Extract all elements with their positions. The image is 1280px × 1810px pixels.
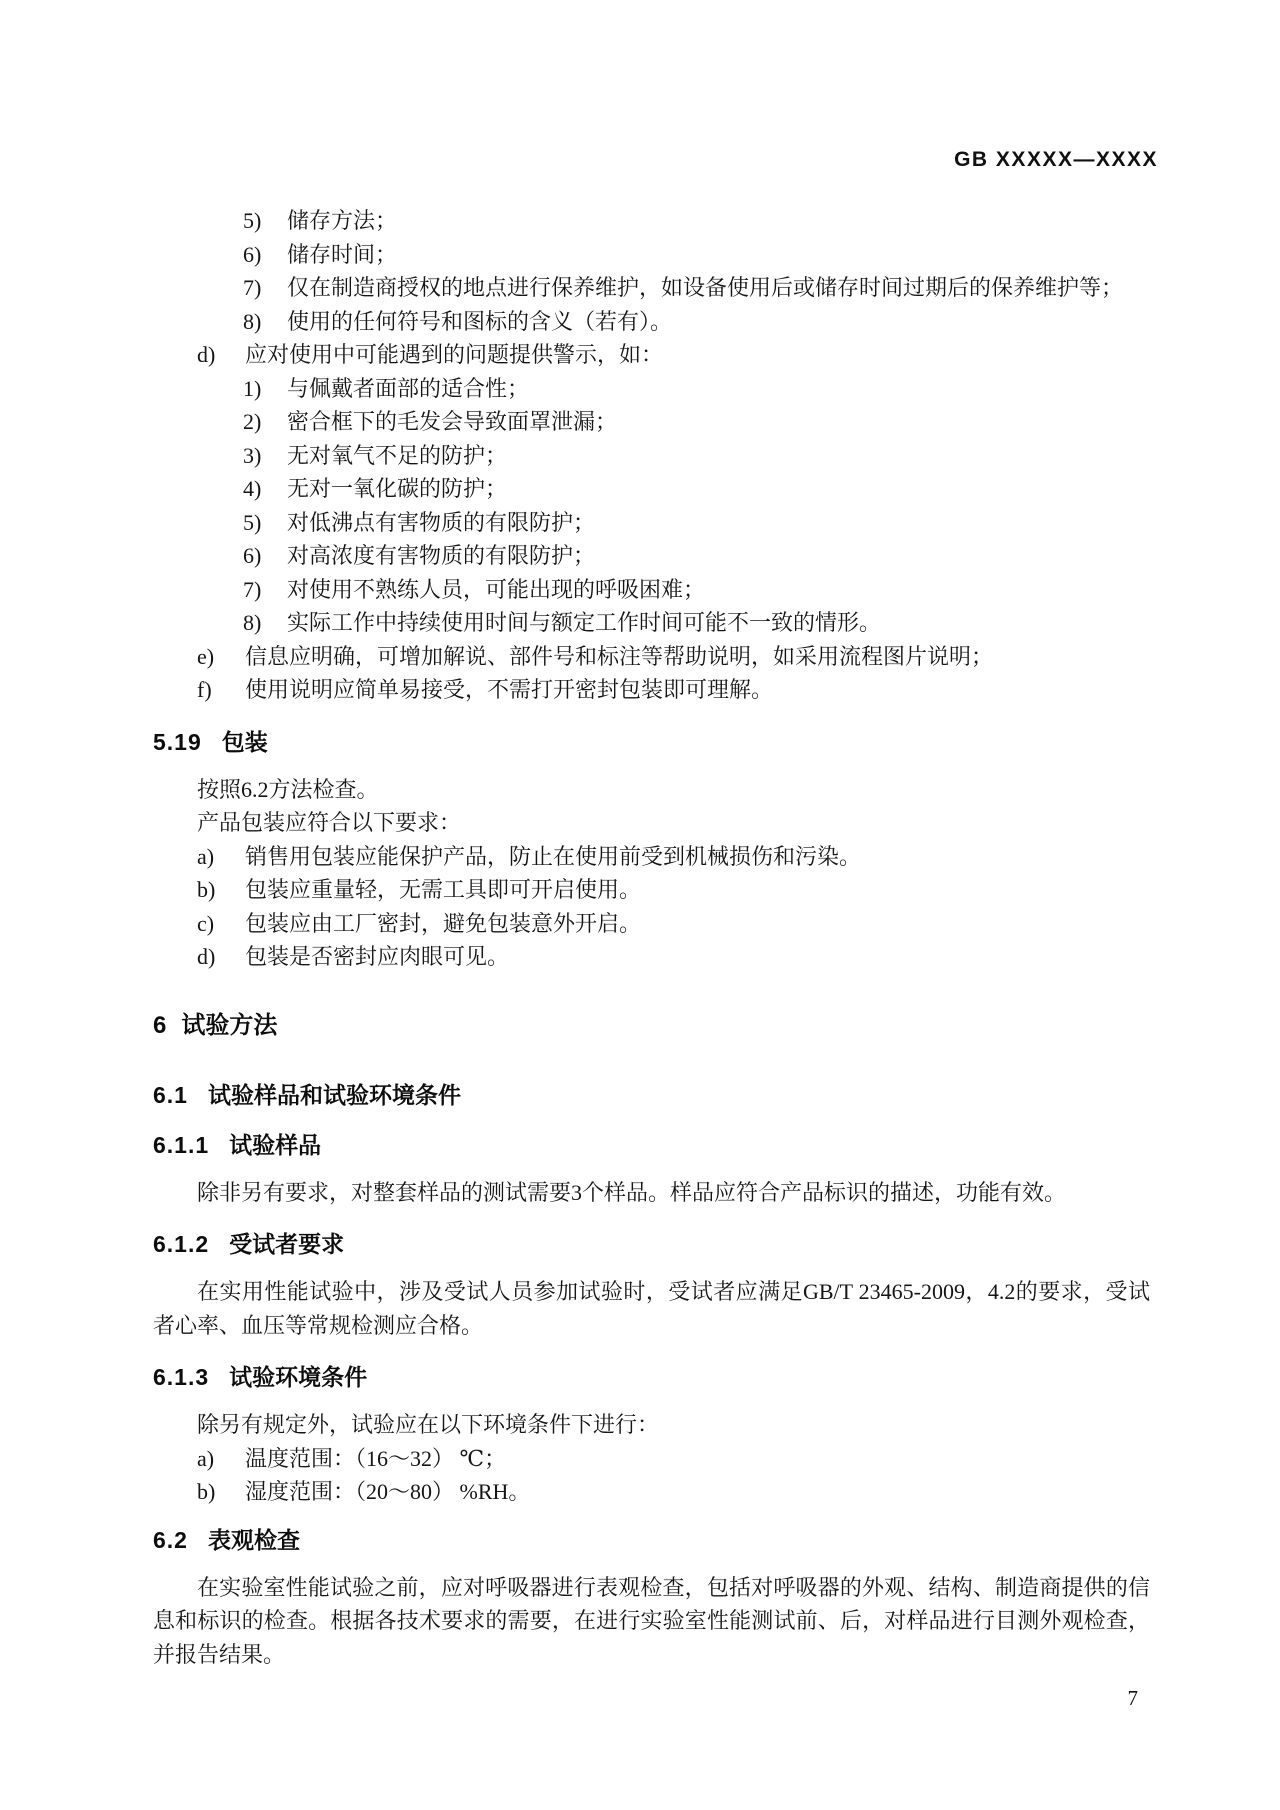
section-heading <box>153 1130 1150 1160</box>
running-header-doc-code: GB XXXXX—XXXX <box>954 148 1158 171</box>
document-body <box>153 204 1150 1671</box>
list-item-marker: d) <box>197 944 216 969</box>
list-item <box>153 539 1150 573</box>
list-item <box>153 372 1150 406</box>
list-item-marker: 8) <box>243 610 262 635</box>
list-item-text: 与佩戴者面部的适合性； <box>287 375 530 401</box>
list-item-text: 储存时间； <box>287 241 398 267</box>
heading-title: 表观检查 <box>207 1526 300 1553</box>
list-item <box>153 439 1150 473</box>
list-item <box>153 873 1150 907</box>
section-heading <box>153 1362 1150 1392</box>
list-item-text: 对高浓度有害物质的有限防护； <box>287 543 596 568</box>
list-item-marker: 5) <box>243 509 262 535</box>
heading-number: 5.19 <box>153 728 202 755</box>
page-number: 7 <box>1127 1686 1138 1710</box>
list-item <box>153 472 1150 506</box>
heading-title: 试验样品和试验环境条件 <box>207 1081 461 1108</box>
heading-title: 受试者要求 <box>229 1231 345 1257</box>
heading-number: 6.1.2 <box>153 1231 210 1257</box>
list-item-text: 无对氧气不足的防护； <box>287 442 508 468</box>
list-item-text: 应对使用中可能遇到的问题提供警示，如： <box>245 342 664 367</box>
heading-number: 6.2 <box>153 1526 188 1553</box>
list-item-text: 销售用包装应能保护产品，防止在使用前受到机械损伤和污染。 <box>245 843 862 869</box>
paragraph: 除另有规定外，试验应在以下环境条件下进行： <box>197 1412 660 1437</box>
list-item-text: 对低沸点有害物质的有限防护； <box>287 509 596 535</box>
list-item <box>153 238 1150 272</box>
list-item-marker: 3) <box>243 442 262 468</box>
list-item <box>153 573 1150 607</box>
list-item-text: 仅在制造商授权的地点进行保养维护，如设备使用后或储存时间过期后的保养维护等； <box>287 275 1124 300</box>
heading-number: 6.1 <box>153 1081 188 1108</box>
list-item-text: 密合框下的毛发会导致面罩泄漏； <box>287 409 618 434</box>
heading-title: 试验样品 <box>229 1131 322 1158</box>
list-item-marker: a) <box>197 843 215 869</box>
heading-number: 6.1.3 <box>153 1364 210 1390</box>
list-item-text: 对使用不熟练人员，可能出现的呼吸困难； <box>287 576 706 602</box>
list-item <box>153 506 1150 540</box>
list-item-text: 使用说明应简单易接受，不需打开密封包装即可理解。 <box>245 677 774 702</box>
section-heading <box>153 1080 1150 1110</box>
list-item-marker: 4) <box>243 476 262 501</box>
list-item <box>153 840 1150 874</box>
list-item-marker: 1) <box>243 375 262 401</box>
list-item-text: 包装应重量轻，无需工具即可开启使用。 <box>245 877 642 902</box>
list-item <box>153 1442 1150 1476</box>
section-heading <box>153 1229 1150 1259</box>
list-item-text: 储存方法； <box>287 208 398 233</box>
section-heading <box>153 727 1150 757</box>
list-item-marker: 7) <box>243 576 262 602</box>
list-item-text: 无对一氧化碳的防护； <box>287 476 508 501</box>
section-heading <box>153 1010 1150 1042</box>
paragraph: 除非另有要求，对整套样品的测试需要3个样品。样品应符合产品标识的描述，功能有效。 <box>197 1179 1067 1205</box>
list-item <box>153 338 1150 372</box>
heading-title: 试验环境条件 <box>229 1364 368 1390</box>
heading-number: 6.1.1 <box>153 1131 210 1158</box>
list-item-text: 温度范围：（16～32） ℃； <box>245 1445 507 1471</box>
section-heading <box>153 1525 1150 1555</box>
list-item-marker: b) <box>197 1479 216 1504</box>
list-item-marker: 6) <box>243 241 262 267</box>
list-item <box>153 204 1150 238</box>
list-item-marker: d) <box>197 342 216 367</box>
list-item <box>153 673 1150 707</box>
heading-title: 试验方法 <box>181 1011 278 1039</box>
heading-number: 6 <box>153 1011 168 1039</box>
list-item <box>153 1475 1150 1509</box>
list-item-marker: e) <box>197 643 215 669</box>
list-item-marker: f) <box>197 677 212 702</box>
list-item-marker: b) <box>197 877 216 902</box>
list-item-text: 包装是否密封应肉眼可见。 <box>245 944 510 969</box>
list-item-marker: 5) <box>243 208 262 233</box>
list-item <box>153 405 1150 439</box>
list-item <box>153 907 1150 941</box>
list-item-text: 包装应由工厂密封，避免包装意外开启。 <box>245 910 642 936</box>
list-item-marker: 2) <box>243 409 262 434</box>
list-item-marker: c) <box>197 910 215 936</box>
list-item-marker: a) <box>197 1445 215 1471</box>
list-item <box>153 640 1150 674</box>
list-item <box>153 940 1150 974</box>
list-item-text: 实际工作中持续使用时间与额定工作时间可能不一致的情形。 <box>287 610 882 635</box>
list-item-marker: 6) <box>243 543 262 568</box>
list-item-marker: 8) <box>243 308 262 334</box>
paragraph: 在实用性能试验中，涉及受试人员参加试验时，受试者应满足GB/T 23465-2009，4.2的要求，受试者心率、血压等常规检测应合格。 <box>153 1279 1150 1338</box>
heading-title: 包装 <box>221 728 268 755</box>
list-item <box>153 305 1150 339</box>
list-item <box>153 606 1150 640</box>
paragraph: 按照6.2方法检查。 <box>197 776 379 802</box>
list-item <box>153 271 1150 305</box>
list-item-marker: 7) <box>243 275 262 300</box>
paragraph: 产品包装应符合以下要求： <box>197 810 462 835</box>
list-item-text: 信息应明确，可增加解说、部件号和标注等帮助说明，如采用流程图片说明； <box>245 643 994 669</box>
list-item-text: 使用的任何符号和图标的含义（若有）。 <box>287 308 673 334</box>
paragraph: 在实验室性能试验之前，应对呼吸器进行表观检查，包括对呼吸器的外观、结构、制造商提供的信息和标识的检查。根据各技术要求的需要，在进行实验室性能测试前、后，对样品进行目测外观检查，并报告结果。 <box>153 1574 1150 1667</box>
list-item-text: 湿度范围：（20～80） %RH。 <box>245 1479 531 1504</box>
